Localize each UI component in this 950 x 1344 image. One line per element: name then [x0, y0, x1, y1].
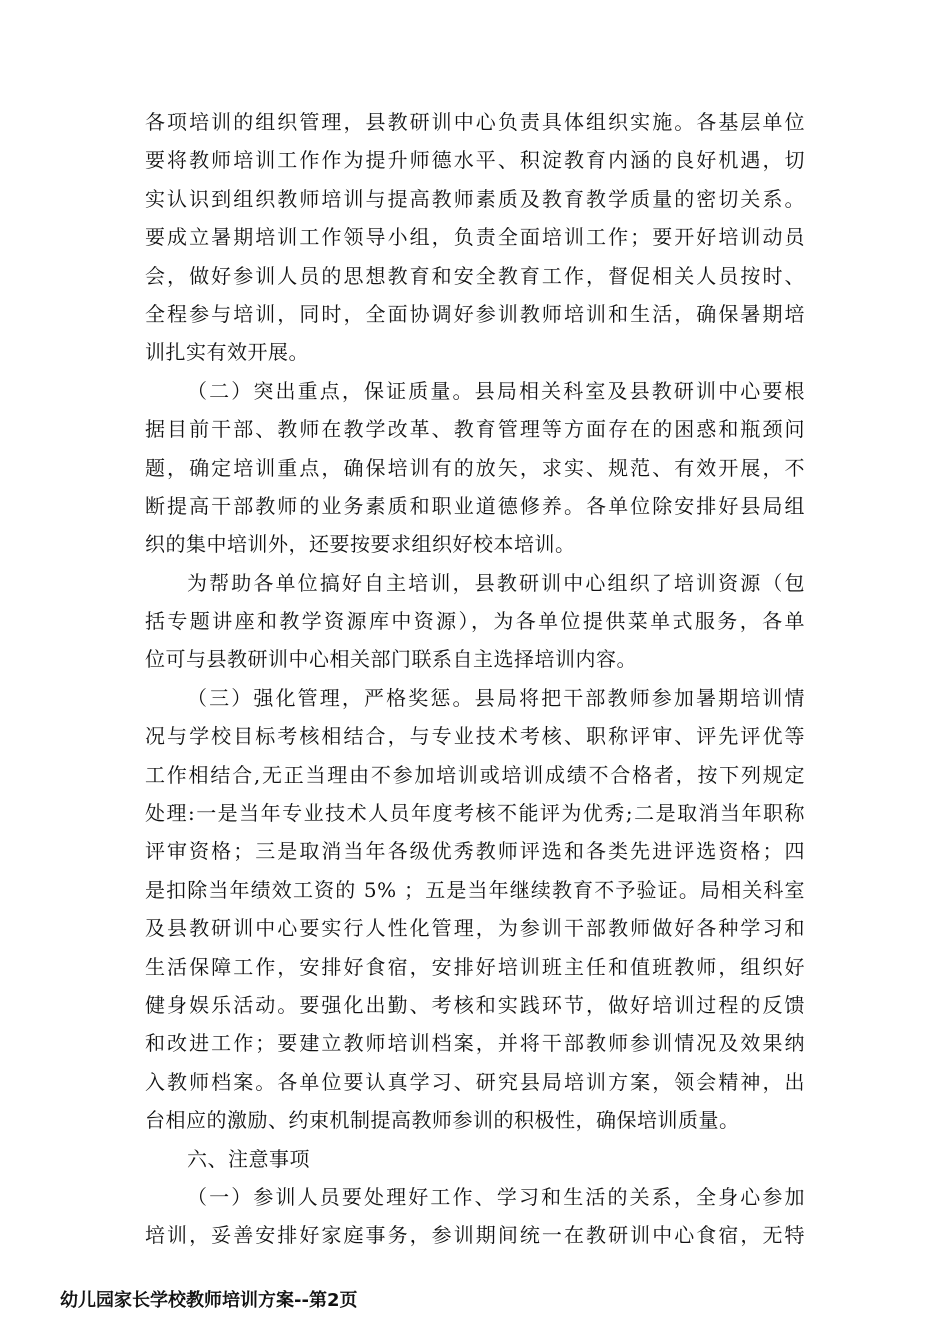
document-line: 处理:一是当年专业技术人员年度考核不能评为优秀;二是取消当年职称: [145, 801, 805, 826]
document-line: 要成立暑期培训工作领导小组，负责全面培训工作；要开好培训动员: [145, 225, 805, 250]
document-line: 全程参与培训，同时，全面协调好参训教师培训和生活，确保暑期培: [145, 301, 805, 326]
document-line: 六、注意事项: [187, 1146, 310, 1171]
document-line: 是扣除当年绩效工资的 5% ；五是当年继续教育不予验证。局相关科室: [145, 877, 805, 902]
document-line: 评审资格；三是取消当年各级优秀教师评选和各类先进评选资格；四: [145, 839, 805, 864]
document-line: 据目前干部、教师在教学改革、教育管理等方面存在的困惑和瓶颈问: [145, 417, 805, 442]
document-line: 会，做好参训人员的思想教育和安全教育工作，督促相关人员按时、: [145, 263, 805, 288]
document-line: 题，确定培训重点，确保培训有的放矢，求实、规范、有效开展，不: [145, 455, 805, 480]
document-line: 及县教研训中心要实行人性化管理，为参训干部教师做好各种学习和: [145, 916, 805, 941]
document-line: 为帮助各单位搞好自主培训，县教研训中心组织了培训资源（包: [187, 570, 805, 595]
document-line: 断提高干部教师的业务素质和职业道德修养。各单位除安排好县局组: [145, 493, 805, 518]
document-line: 训扎实有效开展。: [145, 340, 309, 365]
document-line: 入教师档案。各单位要认真学习、研究县局培训方案，领会精神，出: [145, 1069, 805, 1094]
document-body: [145, 103, 805, 1255]
document-line: 实认识到组织教师培训与提高教师素质及教育教学质量的密切关系。: [145, 186, 805, 211]
document-line: （三）强化管理，严格奖惩。县局将把干部教师参加暑期培训情: [187, 685, 805, 710]
document-line: 况与学校目标考核相结合，与专业技术考核、职称评审、评先评优等: [145, 724, 805, 749]
document-line: 位可与县教研训中心相关部门联系自主选择培训内容。: [145, 647, 637, 672]
document-line: 织的集中培训外，还要按要求组织好校本培训。: [145, 532, 576, 557]
document-line: 要将教师培训工作作为提升师德水平、积淀教育内涵的良好机遇，切: [145, 148, 805, 173]
document-line: 台相应的激励、约束机制提高教师参训的积极性，确保培训质量。: [145, 1108, 740, 1133]
document-line: 括专题讲座和教学资源库中资源），为各单位提供菜单式服务，各单: [145, 609, 805, 634]
document-line: （二）突出重点，保证质量。县局相关科室及县教研训中心要根: [187, 378, 805, 403]
document-line: 培训，妥善安排好家庭事务，参训期间统一在教研训中心食宿，无特: [145, 1223, 805, 1248]
page-footer: 幼儿园家长学校教师培训方案--第2页: [60, 1290, 358, 1311]
document-line: 和改进工作；要建立教师培训档案，并将干部教师参训情况及效果纳: [145, 1031, 805, 1056]
document-line: 工作相结合,无正当理由不参加培训或培训成绩不合格者，按下列规定: [145, 762, 805, 787]
document-line: 各项培训的组织管理，县教研训中心负责具体组织实施。各基层单位: [145, 110, 805, 134]
document-line: （一）参训人员要处理好工作、学习和生活的关系，全身心参加: [187, 1184, 805, 1209]
document-line: 生活保障工作，安排好食宿，安排好培训班主任和值班教师，组织好: [145, 954, 805, 979]
document-line: 健身娱乐活动。要强化出勤、考核和实践环节，做好培训过程的反馈: [145, 992, 805, 1017]
